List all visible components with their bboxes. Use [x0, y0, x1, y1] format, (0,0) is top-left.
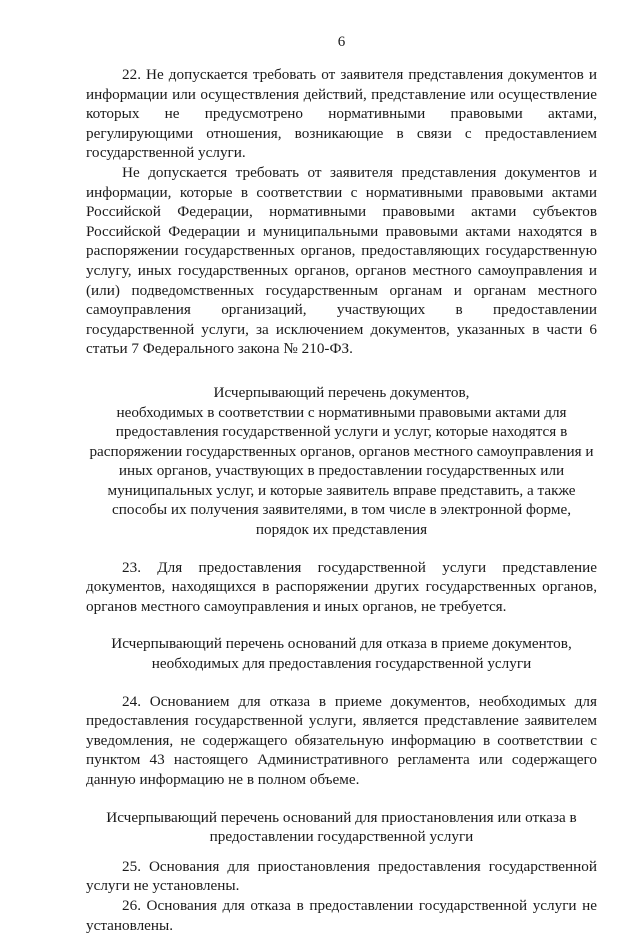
page-number: 6 [337, 34, 346, 50]
paragraph-24: 24. Основанием для отказа в приеме документов, необходимых для предоставления государственной услуги, является представление заявителем уведомления, не содержащего обязательную информацию в соответствии с пунктом 43 настоящего Административного регламента или содержащего данную информацию не в полном объеме. [86, 692, 597, 788]
paragraph-25: 25. Основания для приостановления предоставления государственной услуги не установлены. [86, 857, 597, 895]
paragraph-22: 22. Не допускается требовать от заявителя представления документов и информации или осуществления действий, представление или осуществление которых не предусмотрено нормативными правовыми актами, регулирующими отношения, возникающие в связи с предоставлением государственной услуги. [86, 66, 597, 162]
section-heading-documents-title: Исчерпывающий перечень документов, [213, 383, 470, 401]
section-heading-suspension-refusal: Исчерпывающий перечень оснований для приостановления или отказа в предоставлении государственной услуги [106, 808, 577, 846]
paragraph-26: 26. Основания для отказа в предоставлении государственной услуги не установлены. [86, 896, 597, 934]
paragraph-22-continued: Не допускается требовать от заявителя представления документов и информации, которые в соответствии с нормативными правовыми актами Российской Федерации, нормативными правовыми актами субъектов Российской Федерации и муниципальными правовыми актами находятся в распоряжении государственных органов, предоставляющих государственную услугу, иных государственных органов, органов местного самоуправления и (или) подведомственных государственным органам и органам местного самоуправления организаций, участвующих в предоставлении государственной услуги, за исключением документов, указанных в части 6 статьи 7 Федерального закона № 210-ФЗ. [86, 163, 597, 358]
paragraph-23: 23. Для предоставления государственной услуги представление документов, находящихся в распоряжении других государственных органов, органов местного самоуправления и иных органов, не требуется. [86, 558, 597, 615]
section-heading-documents: необходимых в соответствии с нормативными правовыми актами для предоставления государственной услуги и услуг, которые находятся в распоряжении государственных органов, органов местного самоуправления и иных органов, участвующих в предоставлении государственных или муниципальных услуг, и которые заявитель вправе представить, а также способы их получения заявителями, в том числе в электронной форме, порядок их представления [89, 403, 594, 539]
section-heading-refusal-acceptance: Исчерпывающий перечень оснований для отказа в приеме документов, необходимых для предоставления государственной услуги [111, 635, 572, 673]
